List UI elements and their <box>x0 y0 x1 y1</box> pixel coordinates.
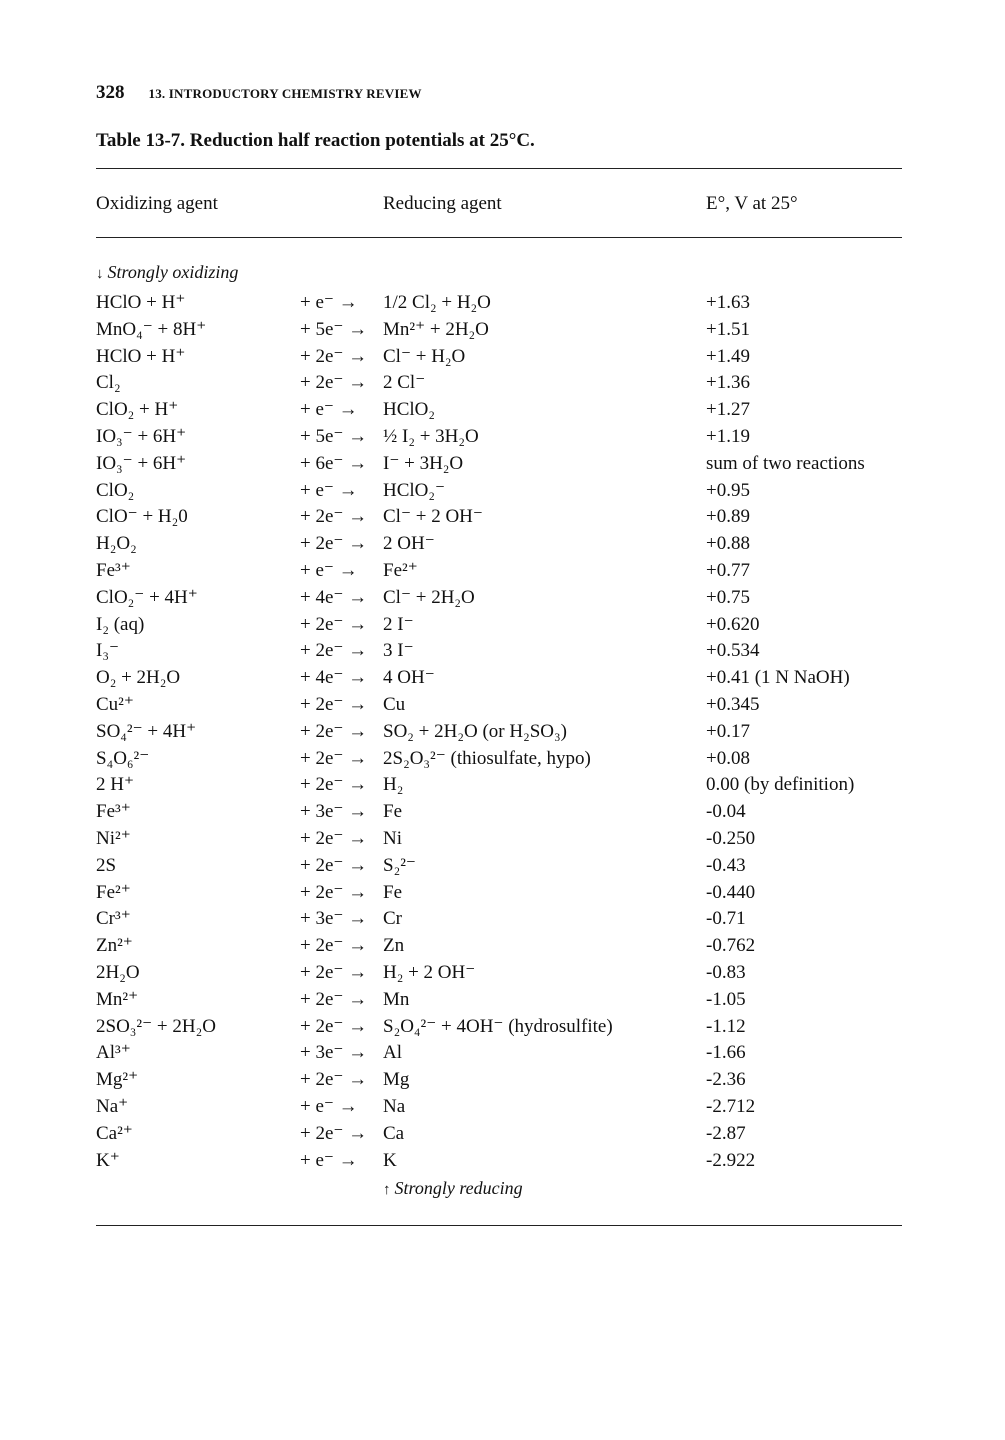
potential-cell: +1.19 <box>706 425 750 447</box>
electrons-cell: + e⁻ → <box>300 1149 358 1171</box>
potential-cell: -2.87 <box>706 1122 746 1144</box>
table-row <box>0 692 1005 719</box>
chapter-title: 13. INTRODUCTORY CHEMISTRY REVIEW <box>148 86 422 101</box>
oxidizing-agent-cell: MnO₄⁻ + 8H⁺ <box>96 318 207 340</box>
page-number: 328 <box>96 82 125 103</box>
table-row <box>0 746 1005 773</box>
electrons-cell: + 2e⁻ → <box>300 988 368 1010</box>
reducing-agent-cell: Fe <box>383 801 402 823</box>
oxidizing-agent-cell: Fe³⁺ <box>96 559 131 581</box>
electrons-cell: + 3e⁻ → <box>300 908 368 930</box>
table-row <box>0 1014 1005 1041</box>
electrons-cell: + 6e⁻ → <box>300 452 368 474</box>
potential-cell: 0.00 (by definition) <box>706 774 855 796</box>
table-row <box>0 558 1005 585</box>
potential-cell: +0.17 <box>706 720 750 742</box>
up-arrow-icon: ↑ <box>383 1182 391 1198</box>
electrons-cell: + 3e⁻ → <box>300 801 368 823</box>
table-row <box>0 933 1005 960</box>
electrons-cell: + 2e⁻ → <box>300 935 368 957</box>
strongly-reducing-marker <box>383 1178 523 1199</box>
oxidizing-agent-cell: 2H₂O <box>96 961 140 983</box>
potential-cell: +0.345 <box>706 693 760 715</box>
electrons-cell: + 2e⁻ → <box>300 1069 368 1091</box>
oxidizing-agent-cell: 2 H⁺ <box>96 774 134 796</box>
oxidizing-agent-cell: Na⁺ <box>96 1095 129 1117</box>
table-row <box>0 397 1005 424</box>
oxidizing-agent-cell: Mg²⁺ <box>96 1069 139 1091</box>
reducing-agent-cell: Zn <box>383 935 405 957</box>
oxidizing-agent-cell: Cu²⁺ <box>96 693 134 715</box>
electrons-cell: + 2e⁻ → <box>300 827 368 849</box>
table-bottom-rule <box>96 1225 902 1226</box>
table-row <box>0 799 1005 826</box>
table-caption: Table 13-7. Reduction half reaction potentials at 25°C. <box>96 130 535 151</box>
electrons-cell: + 4e⁻ → <box>300 586 368 608</box>
oxidizing-agent-cell: 2SO₃²⁻ + 2H₂O <box>96 1015 216 1037</box>
reducing-agent-cell: Fe <box>383 881 402 903</box>
potential-cell: +0.620 <box>706 613 760 635</box>
table-row <box>0 1148 1005 1175</box>
oxidizing-agent-cell: ClO₂⁻ + 4H⁺ <box>96 586 198 608</box>
potential-cell: +1.27 <box>706 399 750 421</box>
electrons-cell: + 2e⁻ → <box>300 1015 368 1037</box>
table-row <box>0 853 1005 880</box>
table-row <box>0 1067 1005 1094</box>
down-arrow-icon: ↓ <box>96 266 104 282</box>
oxidizing-agent-cell: Zn²⁺ <box>96 935 133 957</box>
potential-cell: +0.75 <box>706 586 750 608</box>
reducing-agent-cell: HClO₂ <box>383 399 436 421</box>
oxidizing-agent-cell: Fe³⁺ <box>96 801 131 823</box>
oxidizing-agent-cell: I₃⁻ <box>96 640 119 662</box>
oxidizing-agent-cell: Al³⁺ <box>96 1042 131 1064</box>
potential-cell: +1.63 <box>706 292 750 313</box>
electrons-cell: + 3e⁻ → <box>300 1042 368 1064</box>
table-row <box>0 531 1005 558</box>
electrons-cell: + 2e⁻ → <box>300 372 368 394</box>
reducing-agent-cell: Mg <box>383 1069 410 1091</box>
reducing-agent-cell: K <box>383 1149 397 1171</box>
oxidizing-agent-cell: SO₄²⁻ + 4H⁺ <box>96 720 197 742</box>
table-row <box>0 317 1005 344</box>
oxidizing-agent-cell: 2S <box>96 854 117 876</box>
electrons-cell: + 2e⁻ → <box>300 747 368 769</box>
strongly-oxidizing-label: Strongly oxidizing <box>107 262 239 282</box>
potential-cell: -2.36 <box>706 1069 746 1091</box>
header-oxidizing-agent: Oxidizing agent <box>96 193 218 214</box>
oxidizing-agent-cell: Ca²⁺ <box>96 1122 133 1144</box>
table-row <box>0 719 1005 746</box>
reducing-agent-cell: HClO₂⁻ <box>383 479 446 501</box>
table-row <box>0 826 1005 853</box>
potential-cell: +0.534 <box>706 640 760 662</box>
table-row <box>0 1040 1005 1067</box>
potential-cell: +1.49 <box>706 345 750 367</box>
table-row <box>0 585 1005 612</box>
electrons-cell: + e⁻ → <box>300 559 358 581</box>
oxidizing-agent-cell: IO₃⁻ + 6H⁺ <box>96 452 187 474</box>
table-row <box>0 987 1005 1014</box>
oxidizing-agent-cell: S₄O₆²⁻ <box>96 747 150 769</box>
table-row <box>0 880 1005 907</box>
reducing-agent-cell: 2 I⁻ <box>383 613 414 635</box>
potential-cell: +0.41 (1 N NaOH) <box>706 667 850 689</box>
table-row <box>0 344 1005 371</box>
electrons-cell: + 2e⁻ → <box>300 640 368 662</box>
header-potential: E°, V at 25° <box>706 193 798 214</box>
reducing-agent-cell: S₂O₄²⁻ + 4OH⁻ (hydrosulfite) <box>383 1015 613 1037</box>
potential-cell: +1.51 <box>706 318 750 340</box>
reducing-agent-cell: H₂ + 2 OH⁻ <box>383 961 476 983</box>
potential-cell: -0.250 <box>706 827 756 849</box>
electrons-cell: + 5e⁻ → <box>300 425 368 447</box>
table-top-rule <box>96 168 902 169</box>
electrons-cell: + 2e⁻ → <box>300 506 368 528</box>
table-row <box>0 504 1005 531</box>
table-row <box>0 424 1005 451</box>
oxidizing-agent-cell: Ni²⁺ <box>96 827 131 849</box>
electrons-cell: + e⁻ → <box>300 1095 358 1117</box>
reducing-agent-cell: 1/2 Cl₂ + H₂O <box>383 292 491 313</box>
oxidizing-agent-cell: O₂ + 2H₂O <box>96 667 181 689</box>
potential-cell: +0.77 <box>706 559 750 581</box>
table-row <box>0 960 1005 987</box>
header-rule <box>96 237 902 238</box>
oxidizing-agent-cell: H₂O₂ <box>96 533 137 555</box>
reducing-agent-cell: Cl⁻ + 2H₂O <box>383 586 475 608</box>
potential-cell: sum of two reactions <box>706 452 865 474</box>
electrons-cell: + 2e⁻ → <box>300 720 368 742</box>
table-row <box>0 638 1005 665</box>
electrons-cell: + 2e⁻ → <box>300 854 368 876</box>
potential-cell: -0.71 <box>706 908 746 930</box>
reducing-agent-cell: Ni <box>383 827 402 849</box>
oxidizing-agent-cell: I₂ (aq) <box>96 613 145 635</box>
reducing-agent-cell: 2 OH⁻ <box>383 533 435 555</box>
table-row <box>0 906 1005 933</box>
strongly-oxidizing-marker <box>96 262 238 283</box>
reducing-agent-cell: 3 I⁻ <box>383 640 414 662</box>
oxidizing-agent-cell: HClO + H⁺ <box>96 345 186 367</box>
reducing-agent-cell: I⁻ + 3H₂O <box>383 452 464 474</box>
reducing-agent-cell: 4 OH⁻ <box>383 667 435 689</box>
electrons-cell: + 2e⁻ → <box>300 345 368 367</box>
oxidizing-agent-cell: IO₃⁻ + 6H⁺ <box>96 425 187 447</box>
electrons-cell: + 2e⁻ → <box>300 774 368 796</box>
strongly-reducing-label: Strongly reducing <box>394 1178 523 1198</box>
table-row <box>0 1121 1005 1148</box>
potential-cell: +1.36 <box>706 372 750 394</box>
reducing-agent-cell: Mn²⁺ + 2H₂O <box>383 318 489 340</box>
oxidizing-agent-cell: Mn²⁺ <box>96 988 139 1010</box>
oxidizing-agent-cell: K⁺ <box>96 1149 120 1171</box>
oxidizing-agent-cell: ClO₂ <box>96 479 135 501</box>
electrons-cell: + 2e⁻ → <box>300 961 368 983</box>
table-row <box>0 370 1005 397</box>
table-body <box>0 290 1005 1174</box>
potential-cell: +0.88 <box>706 533 750 555</box>
oxidizing-agent-cell: Cl₂ <box>96 372 121 394</box>
oxidizing-agent-cell: ClO⁻ + H₂0 <box>96 506 188 528</box>
potential-cell: -0.440 <box>706 881 756 903</box>
potential-cell: +0.95 <box>706 479 750 501</box>
electrons-cell: + e⁻ → <box>300 399 358 421</box>
electrons-cell: + 2e⁻ → <box>300 693 368 715</box>
potential-cell: -1.66 <box>706 1042 746 1064</box>
potential-cell: -2.712 <box>706 1095 756 1117</box>
table-row <box>0 1094 1005 1121</box>
potential-cell: -1.12 <box>706 1015 746 1037</box>
reducing-agent-cell: H₂ <box>383 774 404 796</box>
electrons-cell: + 2e⁻ → <box>300 1122 368 1144</box>
potential-cell: -0.83 <box>706 961 746 983</box>
electrons-cell: + e⁻ → <box>300 479 358 501</box>
reducing-agent-cell: Mn <box>383 988 410 1010</box>
oxidizing-agent-cell: Cr³⁺ <box>96 908 131 930</box>
electrons-cell: + 4e⁻ → <box>300 667 368 689</box>
reducing-agent-cell: Cr <box>383 908 402 930</box>
electrons-cell: + e⁻ → <box>300 292 358 313</box>
reducing-agent-cell: 2S₂O₃²⁻ (thiosulfate, hypo) <box>383 747 591 769</box>
reducing-agent-cell: Cl⁻ + H₂O <box>383 345 466 367</box>
potential-cell: +0.89 <box>706 506 750 528</box>
reducing-agent-cell: ½ I₂ + 3H₂O <box>383 425 479 447</box>
electrons-cell: + 2e⁻ → <box>300 881 368 903</box>
reducing-agent-cell: Na <box>383 1095 406 1117</box>
table-row <box>0 665 1005 692</box>
potential-cell: -2.922 <box>706 1149 756 1171</box>
running-head <box>96 82 422 104</box>
reducing-agent-cell: Cl⁻ + 2 OH⁻ <box>383 506 483 528</box>
oxidizing-agent-cell: HClO + H⁺ <box>96 292 186 313</box>
table-row <box>0 478 1005 505</box>
oxidizing-agent-cell: Fe²⁺ <box>96 881 131 903</box>
table-row <box>0 612 1005 639</box>
table-row <box>0 772 1005 799</box>
reducing-agent-cell: Ca <box>383 1122 405 1144</box>
potential-cell: +0.08 <box>706 747 750 769</box>
reducing-agent-cell: S₂²⁻ <box>383 854 416 876</box>
oxidizing-agent-cell: ClO₂ + H⁺ <box>96 399 179 421</box>
potential-cell: -0.43 <box>706 854 746 876</box>
potential-cell: -0.762 <box>706 935 756 957</box>
reducing-agent-cell: 2 Cl⁻ <box>383 372 426 394</box>
electrons-cell: + 2e⁻ → <box>300 613 368 635</box>
potential-cell: -1.05 <box>706 988 746 1010</box>
reducing-agent-cell: SO₂ + 2H₂O (or H₂SO₃) <box>383 720 567 742</box>
potential-cell: -0.04 <box>706 801 746 823</box>
table-row <box>0 451 1005 478</box>
electrons-cell: + 2e⁻ → <box>300 533 368 555</box>
reducing-agent-cell: Al <box>383 1042 402 1064</box>
table-row <box>0 290 1005 317</box>
reducing-agent-cell: Fe²⁺ <box>383 559 418 581</box>
reducing-agent-cell: Cu <box>383 693 406 715</box>
electrons-cell: + 5e⁻ → <box>300 318 368 340</box>
header-reducing-agent: Reducing agent <box>383 193 502 214</box>
